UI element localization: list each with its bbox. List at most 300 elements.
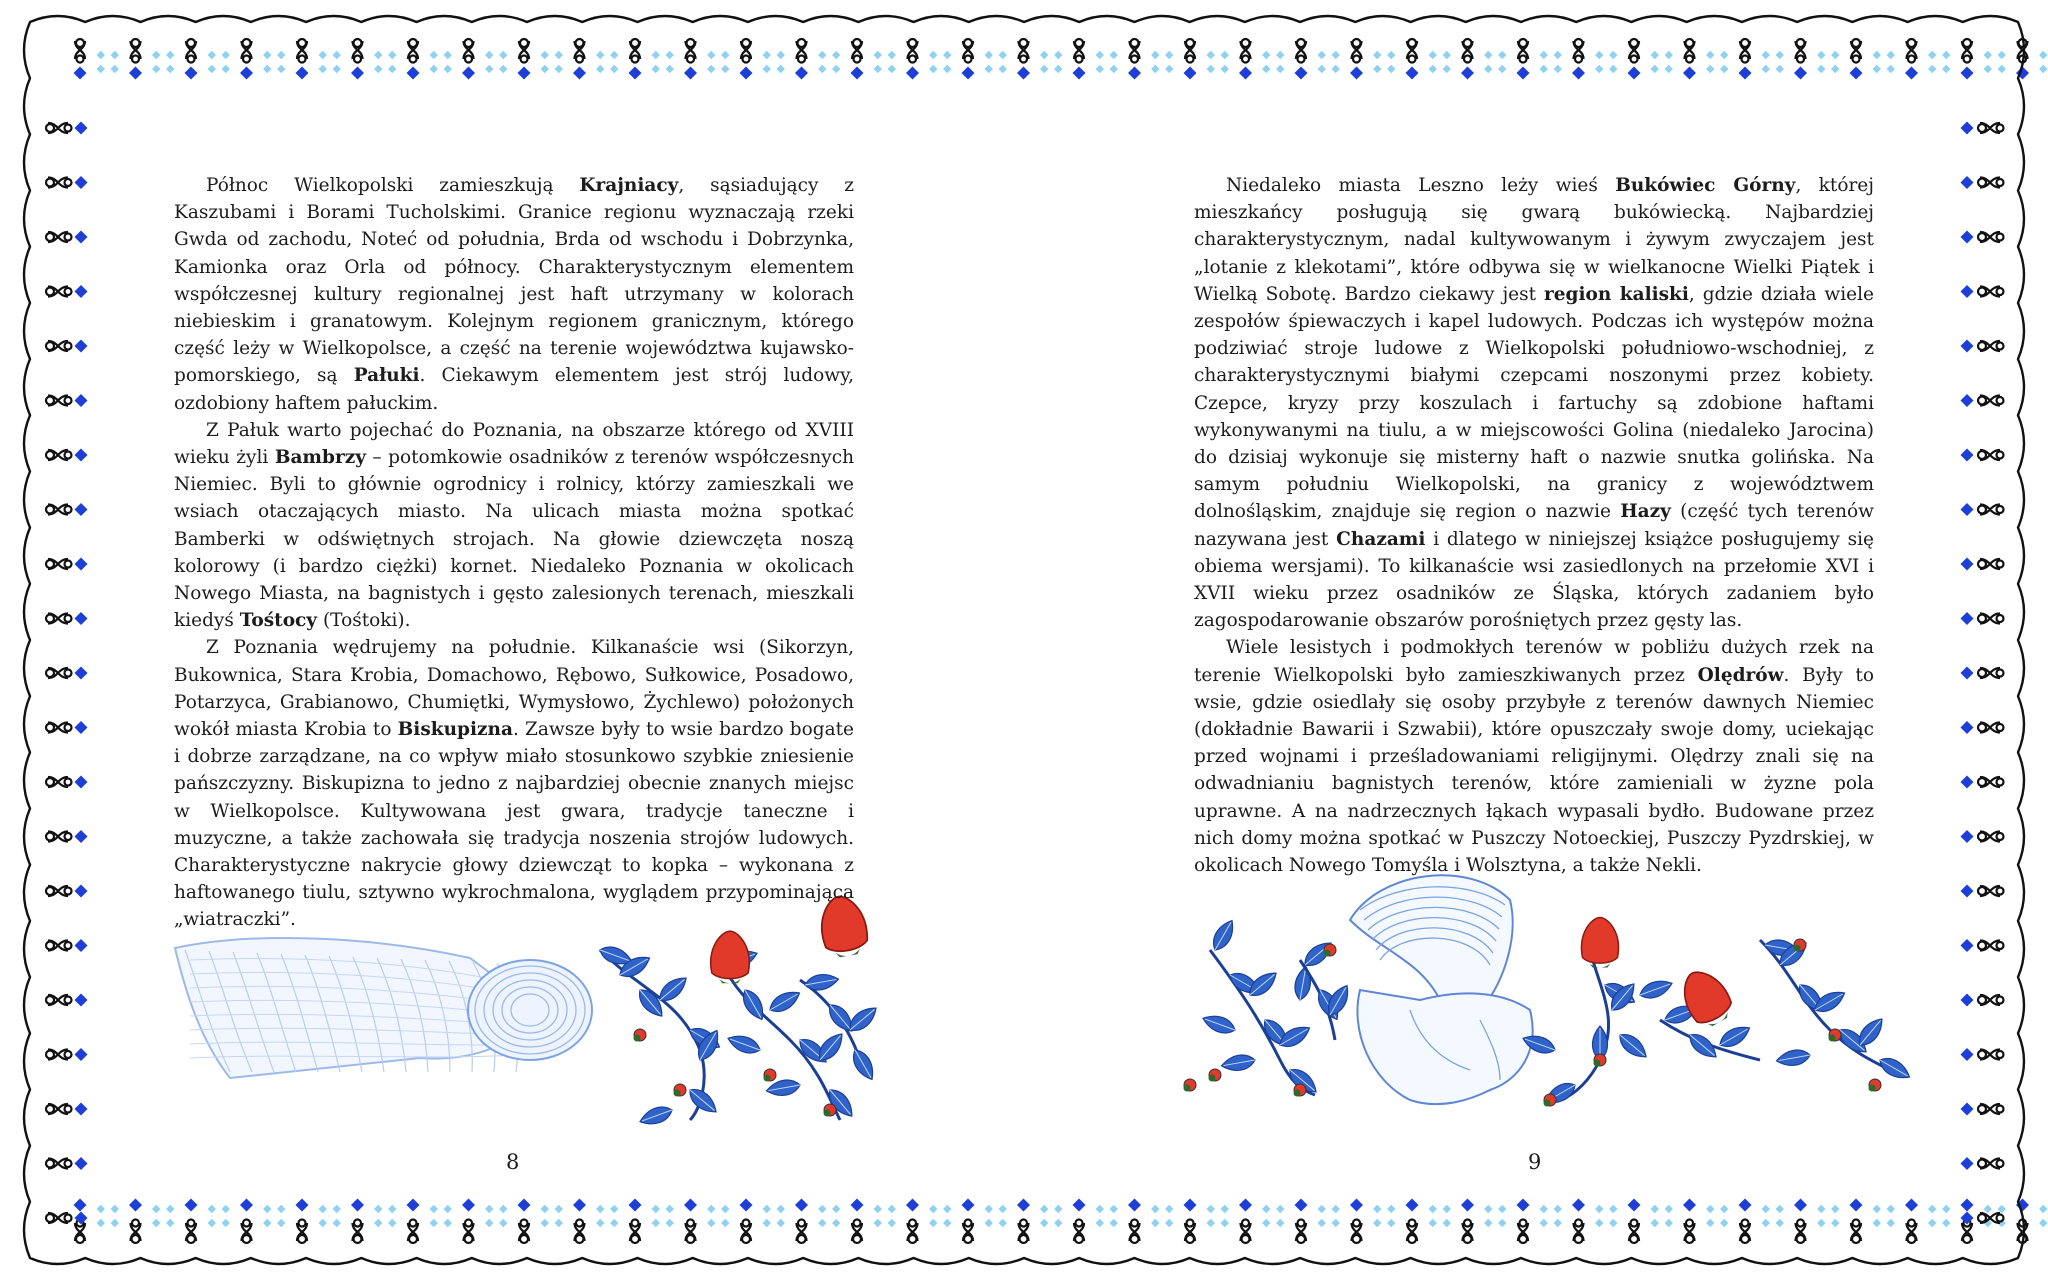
cross-stitch-icon (1318, 1205, 1340, 1227)
diamond-icon (240, 67, 253, 80)
loop-knot-icon (46, 941, 72, 951)
loop-knot-icon (1978, 941, 2004, 951)
cross-stitch-icon (1262, 1205, 1284, 1227)
loop-knot-icon (1978, 1050, 2004, 1060)
cross-stitch-icon (1984, 51, 2006, 73)
diamond-icon (962, 1199, 975, 1212)
cross-stitch-icon (1651, 1205, 1673, 1227)
bold-region-name: Bukówiec Górny (1615, 175, 1796, 196)
diamond-icon (1073, 67, 1086, 80)
bold-region-name: Tośtocy (239, 610, 318, 632)
diamond-icon (740, 67, 753, 80)
cross-stitch-icon (1096, 51, 1118, 73)
cross-stitch-icon (1928, 51, 1950, 73)
loop-knot-icon (1019, 39, 1029, 63)
loop-knot-icon (186, 1220, 196, 1244)
loop-knot-icon (1629, 1220, 1639, 1244)
loop-knot-icon (1185, 1220, 1195, 1244)
diamond-icon (1628, 1199, 1641, 1212)
cross-stitch-icon (1540, 1205, 1562, 1227)
loop-knot-icon (1740, 39, 1750, 63)
loop-knot-icon (1978, 559, 2004, 569)
cross-stitch-icon (1151, 51, 1173, 73)
diamond-icon (1683, 67, 1696, 80)
loop-knot-icon (1463, 1220, 1473, 1244)
diamond-icon (906, 1199, 919, 1212)
text-run: – potomkowie osadników z terenów współczesnych Niemiec. Byli to głównie ogrodnicy i rolnicy, którzy zamieszkali we wsiach otaczających miasto. Na ulicach miasta można spotkać Bamberki w odświętnych strojach. Na głowie dziewczęta noszą kolorowy (i bardzo ciężki) kornet. Niedaleko Poznania w okolicach Nowego Miasta, na bagnistych i gęsto zalesionych terenach, mieszkali kiedyś (174, 447, 854, 632)
loop-knot-icon (1518, 1220, 1528, 1244)
cross-stitch-icon (430, 51, 452, 73)
cross-stitch-icon (208, 51, 230, 73)
diamond-icon (185, 1199, 198, 1212)
diamond-icon (75, 1157, 88, 1170)
loop-knot-icon (46, 668, 72, 678)
diamond-icon (1961, 285, 1974, 298)
loop-knot-icon (46, 178, 72, 188)
cross-stitch-icon (2039, 1205, 2048, 1227)
diamond-icon (1406, 1199, 1419, 1212)
cross-stitch-icon (1262, 51, 1284, 73)
diamond-icon (629, 67, 642, 80)
page-number-left: 8 (506, 1150, 520, 1174)
cross-stitch-icon (1762, 1205, 1784, 1227)
loop-knot-icon (353, 1220, 363, 1244)
loop-knot-icon (1978, 1213, 2004, 1223)
cross-stitch-icon (97, 1205, 119, 1227)
cross-stitch-icon (985, 51, 1007, 73)
diamond-icon (1961, 1199, 1974, 1212)
text-run: . Były to wsie, gdzie osiedlały się osoby przybyłe z terenów dawnych Niemiec (dokładnie Bawarii i Szwabii), które opuszczały swoje domy, uciekając przed wojnami i prześladowaniami religijnymi. Olędrzy znali się na odwadnianiu bagnistych terenów, które zamieniali w żyzne pola uprawne. A na nadrzecznych łąkach wypasali bydło. Budowane przez nich domy można spotkać w Puszczy Notoeckiej, Puszczy Pyzdrskiej, w okolicach Nowego Tomyśla i Wolsztyna, a także Nekli. (1194, 664, 1874, 877)
loop-knot-icon (1978, 450, 2004, 460)
bold-region-name: Chazami (1336, 528, 1426, 550)
loop-knot-icon (46, 1213, 72, 1223)
diamond-icon (407, 1199, 420, 1212)
diamond-icon (518, 1199, 531, 1212)
diamond-icon (1961, 558, 1974, 571)
diamond-icon (1961, 503, 1974, 516)
cross-stitch-icon (1540, 51, 1562, 73)
diamond-icon (1683, 1199, 1696, 1212)
diamond-icon (75, 885, 88, 898)
diamond-icon (1961, 612, 1974, 625)
diamond-icon (1961, 394, 1974, 407)
cross-stitch-icon (1096, 1205, 1118, 1227)
diamond-icon (75, 558, 88, 571)
diamond-icon (351, 1199, 364, 1212)
loop-knot-icon (1241, 1220, 1251, 1244)
loop-knot-icon (1978, 777, 2004, 787)
loop-knot-icon (575, 1220, 585, 1244)
cross-stitch-icon (596, 1205, 618, 1227)
diamond-icon (75, 1048, 88, 1061)
diamond-icon (75, 1103, 88, 1116)
diamond-icon (75, 285, 88, 298)
cross-stitch-icon (929, 51, 951, 73)
text-run: Północ Wielkopolski zamieszkują (206, 175, 580, 196)
loop-knot-icon (1019, 1220, 1029, 1244)
loop-knot-icon (46, 559, 72, 569)
cross-stitch-icon (1484, 1205, 1506, 1227)
paragraph (174, 172, 854, 417)
diamond-icon (1295, 67, 1308, 80)
diamond-icon (75, 830, 88, 843)
loop-knot-icon (408, 1220, 418, 1244)
paragraph (174, 634, 854, 933)
paragraph (1194, 172, 1874, 634)
diamond-icon (795, 1199, 808, 1212)
diamond-icon (75, 503, 88, 516)
diamond-icon (1961, 667, 1974, 680)
cross-stitch-icon (1429, 1205, 1451, 1227)
loop-knot-icon (297, 1220, 307, 1244)
cross-stitch-icon (763, 51, 785, 73)
loop-knot-icon (908, 39, 918, 63)
diamond-icon (129, 67, 142, 80)
loop-knot-icon (46, 1104, 72, 1114)
diamond-icon (1961, 340, 1974, 353)
cross-stitch-icon (1429, 51, 1451, 73)
diamond-icon (573, 1199, 586, 1212)
loop-knot-icon (1962, 39, 1972, 63)
diamond-icon (684, 1199, 697, 1212)
diamond-icon (1350, 67, 1363, 80)
text-run: , gdzie działa wiele zespołów śpiewaczych i kapel ludowych. Podczas ich występów można podziwiać stroje ludowe z Wielkopolski południowo-wschodniej, z charakterystycznymi białymi czepcami noszonymi przez kobiety. Czepce, kryzy przy koszulach i fartuchy są zdobione haftami wykonywanymi na tiulu, a w miejscowości Golina (niedaleko Jarocina) do dzisiaj wykonuje się misterny haft o nazwie snutka golińska. Na samym południu Wielkopolski, na granicy z województwem dolnośląskim, znajduje się region o nazwie (1194, 283, 1874, 523)
text-run: Z Pałuk warto pojechać do Poznania, na obszarze którego od XVIII wieku żyli (174, 419, 854, 469)
diamond-icon (1239, 1199, 1252, 1212)
diamond-icon (1961, 885, 1974, 898)
loop-knot-icon (797, 1220, 807, 1244)
cross-stitch-icon (430, 1205, 452, 1227)
diamond-icon (75, 721, 88, 734)
loop-knot-icon (131, 1220, 141, 1244)
diamond-icon (1017, 67, 1030, 80)
cross-stitch-icon (374, 1205, 396, 1227)
loop-knot-icon (46, 614, 72, 624)
cross-stitch-icon (596, 51, 618, 73)
diamond-icon (851, 67, 864, 80)
loop-knot-icon (1352, 1220, 1362, 1244)
loop-knot-icon (519, 39, 529, 63)
diamond-icon (740, 1199, 753, 1212)
diamond-icon (1572, 1199, 1585, 1212)
text-run: i dlatego w niniejszej książce posługujemy się obiema wersjami). To kilkanaście wsi zasiedlonych na przełomie XVI i XVII wieku przez osadników ze Śląska, których zadaniem było zagospodarowanie obszarów porośniętych przez gęsty las. (1194, 528, 1875, 632)
text-run: Wiele lesistych i podmokłych terenów w pobliżu dużych rzek na terenie Wielkopolski było zamieszkiwanych przez (1194, 637, 1874, 686)
loop-knot-icon (1074, 39, 1084, 63)
diamond-icon (1350, 1199, 1363, 1212)
loop-knot-icon (131, 39, 141, 63)
diamond-icon (1961, 776, 1974, 789)
cross-stitch-icon (1484, 51, 1506, 73)
loop-knot-icon (1978, 1104, 2004, 1114)
bold-region-name: region kaliski (1544, 283, 1689, 305)
cross-stitch-icon (2039, 51, 2048, 73)
loop-knot-icon (741, 1220, 751, 1244)
diamond-icon (296, 1199, 309, 1212)
cross-stitch-icon (1817, 1205, 1839, 1227)
diamond-icon (75, 939, 88, 952)
diamond-icon (74, 1199, 87, 1212)
loop-knot-icon (46, 1050, 72, 1060)
text-run: Z Poznania wędrujemy na południe. Kilkanaście wsi (Sikorzyn, Bukownica, Stara Krobia, Domachowo, Rębowo, Sułkowice, Posadowo, Potarzyca, Grabianowo, Chumiętki, Wymysłowo, Żychlewo) położonych wokół miasta Krobia to (174, 637, 854, 741)
diamond-icon (75, 122, 88, 135)
text-run: Niedaleko miasta Leszno leży wieś (1226, 175, 1616, 196)
loop-knot-icon (464, 39, 474, 63)
loop-knot-icon (1796, 1220, 1806, 1244)
diamond-icon (1739, 67, 1752, 80)
loop-knot-icon (1851, 39, 1861, 63)
loop-knot-icon (1685, 39, 1695, 63)
diamond-icon (75, 776, 88, 789)
cross-stitch-icon (319, 1205, 341, 1227)
cross-stitch-icon (541, 51, 563, 73)
white-bonnet-illustration (1350, 875, 1533, 1104)
loop-knot-icon (46, 886, 72, 896)
loop-knot-icon (963, 1220, 973, 1244)
diamond-icon (240, 1199, 253, 1212)
diamond-icon (1961, 231, 1974, 244)
diamond-icon (1461, 1199, 1474, 1212)
diamond-icon (1517, 67, 1530, 80)
diamond-icon (1961, 176, 1974, 189)
loop-knot-icon (1907, 39, 1917, 63)
diamond-icon (75, 612, 88, 625)
diamond-icon (75, 449, 88, 462)
loop-knot-icon (46, 232, 72, 242)
cross-stitch-icon (1207, 51, 1229, 73)
bold-region-name: Hazy (1620, 501, 1671, 523)
diamond-icon (1961, 67, 1974, 80)
cross-stitch-icon (1706, 51, 1728, 73)
diamond-icon (296, 67, 309, 80)
loop-knot-icon (46, 450, 72, 460)
cross-stitch-icon (1595, 51, 1617, 73)
loop-knot-icon (46, 396, 72, 406)
cross-stitch-icon (1873, 1205, 1895, 1227)
loop-knot-icon (1574, 1220, 1584, 1244)
bold-region-name: Bambrzy (274, 447, 366, 469)
paragraph (174, 417, 854, 635)
cross-stitch-icon (1762, 51, 1784, 73)
loop-knot-icon (1629, 39, 1639, 63)
text-run: , sąsiadujący z Kaszubami i Borami Tucholskimi. Granice regionu wyznaczają rzeki Gwda od zachodu, Noteć od południa, Brda od wschodu i Dobrzynka, Kamionka oraz Orla od północy. Charakterystycznym elementem współczesnej kultury regionalnej jest haft utrzymany w kolorach niebieskim i granatowym. Kolejnym regionem granicznym, którego część leży w Wielkopolsce, a część na terenie województwa kujawsko-pomorskiego, są (174, 175, 854, 387)
diamond-icon (1794, 67, 1807, 80)
diamond-icon (1073, 1199, 1086, 1212)
diamond-icon (1184, 67, 1197, 80)
diamond-icon (1905, 67, 1918, 80)
loop-knot-icon (686, 39, 696, 63)
cross-stitch-icon (97, 51, 119, 73)
diamond-icon (1961, 1048, 1974, 1061)
loop-knot-icon (1907, 1220, 1917, 1244)
diamond-icon (1461, 67, 1474, 80)
cross-stitch-icon (1318, 51, 1340, 73)
diamond-icon (1961, 449, 1974, 462)
blue-embroidery-right-1 (1184, 917, 1354, 1098)
diamond-icon (906, 67, 919, 80)
diamond-icon (75, 231, 88, 244)
text-run: . Ciekawym elementem jest strój ludowy, ozdobiony haftem pałuckim. (174, 365, 854, 414)
loop-knot-icon (297, 39, 307, 63)
loop-knot-icon (353, 39, 363, 63)
loop-knot-icon (242, 39, 252, 63)
loop-knot-icon (852, 1220, 862, 1244)
loop-knot-icon (1463, 39, 1473, 63)
loop-knot-icon (1685, 1220, 1695, 1244)
cross-stitch-icon (652, 1205, 674, 1227)
diamond-icon (407, 67, 420, 80)
cross-stitch-icon (152, 1205, 174, 1227)
cross-stitch-icon (263, 1205, 285, 1227)
diamond-icon (1961, 830, 1974, 843)
loop-knot-icon (1978, 1159, 2004, 1169)
diamond-icon (75, 394, 88, 407)
loop-knot-icon (1574, 39, 1584, 63)
blue-embroidery-poppies-right (1520, 918, 1913, 1109)
cross-stitch-icon (152, 51, 174, 73)
loop-knot-icon (408, 39, 418, 63)
diamond-icon (1961, 721, 1974, 734)
diamond-icon (851, 1199, 864, 1212)
loop-knot-icon (741, 39, 751, 63)
diamond-icon (1961, 1103, 1974, 1116)
loop-knot-icon (852, 39, 862, 63)
diamond-icon (1739, 1199, 1752, 1212)
loop-knot-icon (1978, 832, 2004, 842)
loop-knot-icon (75, 39, 85, 63)
loop-knot-icon (1978, 668, 2004, 678)
diamond-icon (962, 67, 975, 80)
diamond-icon (629, 1199, 642, 1212)
text-run: , której mieszkańcy posługują się gwarą bukówiecką. Najbardziej charakterystycznym, nadal kultywowanym i żywym zwyczajem jest „lotanie z klekotami”, które odbywa się w wielkanocne Wielki Piątek i Wielką Sobotę. Bardzo ciekawy jest (1194, 175, 1874, 305)
cross-stitch-icon (374, 51, 396, 73)
cross-stitch-icon (319, 51, 341, 73)
diamond-icon (1184, 1199, 1197, 1212)
text-run: . Zawsze były to wsie bardzo bogate i dobrze zarządzane, na co wpływ miało stosunkowo szybkie zniesienie pańszczyzny. Biskupizna to jedno z najbardziej obecnie znanych miejsc w Wielkopolsce. Kultywowana jest gwara, tradycje taneczne i muzyczne, a także zachowała się tradycja noszenia strojów ludowych. Charakterystyczne nakrycie głowy dziewcząt to kopka – wykonana z haftowanego tiulu, sztywno wykrochmalona, wyglądem przypominająca „wiatraczki”. (174, 719, 855, 931)
loop-knot-icon (1352, 39, 1362, 63)
cross-stitch-icon (1207, 1205, 1229, 1227)
loop-knot-icon (46, 341, 72, 351)
cross-stitch-icon (485, 1205, 507, 1227)
loop-knot-icon (46, 123, 72, 133)
loop-knot-icon (464, 1220, 474, 1244)
diamond-icon (75, 667, 88, 680)
diamond-icon (1905, 1199, 1918, 1212)
loop-knot-icon (46, 287, 72, 297)
cross-stitch-icon (1706, 1205, 1728, 1227)
diamond-icon (1961, 939, 1974, 952)
bold-region-name: Pałuki (353, 365, 420, 387)
diamond-icon (1850, 67, 1863, 80)
cross-stitch-icon (874, 51, 896, 73)
loop-knot-icon (1978, 287, 2004, 297)
diamond-icon (74, 67, 87, 80)
cross-stitch-icon (1651, 51, 1673, 73)
loop-knot-icon (1978, 505, 2004, 515)
loop-knot-icon (46, 777, 72, 787)
loop-knot-icon (1296, 1220, 1306, 1244)
loop-knot-icon (575, 39, 585, 63)
loop-knot-icon (1978, 123, 2004, 133)
cross-stitch-icon (1151, 1205, 1173, 1227)
loop-knot-icon (1978, 232, 2004, 242)
loop-knot-icon (1074, 1220, 1084, 1244)
loop-knot-icon (1130, 39, 1140, 63)
diamond-icon (1295, 1199, 1308, 1212)
diamond-icon (351, 67, 364, 80)
cross-stitch-icon (263, 51, 285, 73)
cross-stitch-icon (1873, 51, 1895, 73)
bold-region-name: Olędrów (1697, 664, 1784, 686)
loop-knot-icon (1796, 39, 1806, 63)
diamond-icon (129, 1199, 142, 1212)
cross-stitch-icon (652, 51, 674, 73)
cross-stitch-icon (874, 1205, 896, 1227)
diamond-icon (1572, 67, 1585, 80)
cross-stitch-icon (541, 1205, 563, 1227)
cross-stitch-icon (1595, 1205, 1617, 1227)
cross-stitch-icon (818, 51, 840, 73)
loop-knot-icon (46, 505, 72, 515)
cross-stitch-icon (929, 1205, 951, 1227)
loop-knot-icon (1978, 886, 2004, 896)
cross-stitch-icon (707, 1205, 729, 1227)
diamond-icon (462, 1199, 475, 1212)
diamond-icon (1850, 1199, 1863, 1212)
cross-stitch-icon (1817, 51, 1839, 73)
loop-knot-icon (1296, 39, 1306, 63)
loop-knot-icon (1407, 1220, 1417, 1244)
loop-knot-icon (797, 39, 807, 63)
loop-knot-icon (1978, 178, 2004, 188)
diamond-icon (518, 67, 531, 80)
loop-knot-icon (1978, 995, 2004, 1005)
diamond-icon (75, 340, 88, 353)
loop-knot-icon (1978, 614, 2004, 624)
diamond-icon (1239, 67, 1252, 80)
diamond-icon (795, 67, 808, 80)
cross-stitch-icon (1040, 51, 1062, 73)
diamond-icon (1961, 122, 1974, 135)
diamond-icon (462, 67, 475, 80)
loop-knot-icon (519, 1220, 529, 1244)
loop-knot-icon (1978, 396, 2004, 406)
loop-knot-icon (46, 723, 72, 733)
loop-knot-icon (186, 39, 196, 63)
bold-region-name: Krajniacy (579, 175, 679, 196)
page-number-right: 9 (1528, 1150, 1542, 1174)
loop-knot-icon (1407, 39, 1417, 63)
loop-knot-icon (1130, 1220, 1140, 1244)
cross-stitch-icon (707, 51, 729, 73)
loop-knot-icon (242, 1220, 252, 1244)
text-run: (Tośtoki). (317, 610, 411, 632)
bold-region-name: Biskupizna (397, 719, 513, 741)
loop-knot-icon (963, 39, 973, 63)
loop-knot-icon (1185, 39, 1195, 63)
diamond-icon (1128, 67, 1141, 80)
cross-stitch-icon (1373, 1205, 1395, 1227)
cross-stitch-icon (763, 1205, 785, 1227)
loop-knot-icon (686, 1220, 696, 1244)
left-page-text (174, 172, 854, 934)
diamond-icon (1017, 1199, 1030, 1212)
lace-veil-bonnet-illustration (175, 938, 592, 1078)
diamond-icon (1961, 994, 1974, 1007)
cross-stitch-icon (1373, 51, 1395, 73)
loop-knot-icon (1241, 39, 1251, 63)
loop-knot-icon (1978, 723, 2004, 733)
loop-knot-icon (630, 1220, 640, 1244)
